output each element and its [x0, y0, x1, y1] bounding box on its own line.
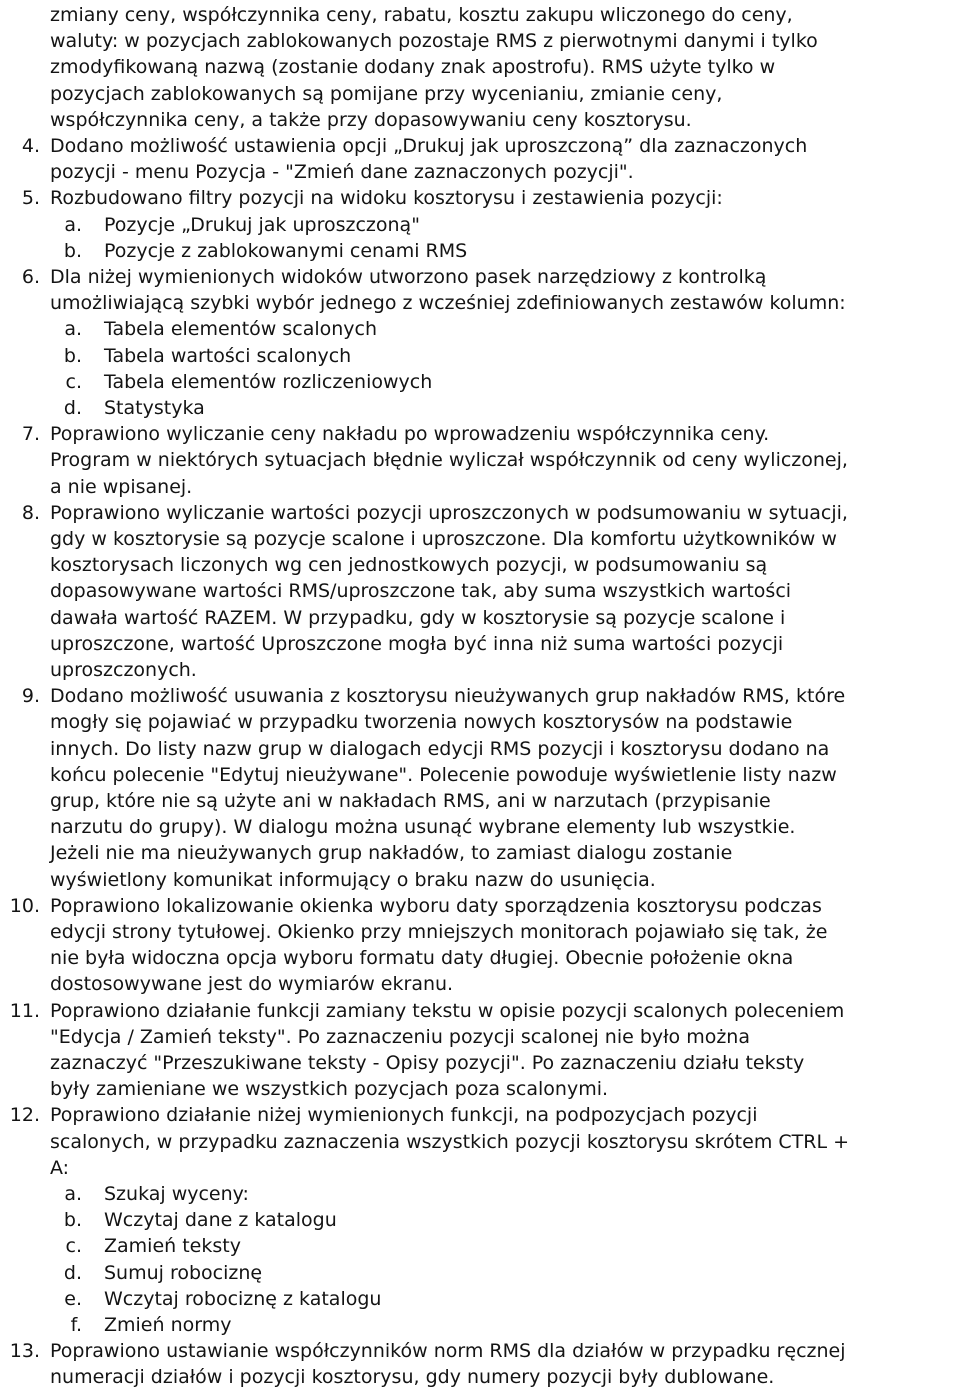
sub-item-text: Tabela wartości scalonych — [104, 344, 352, 367]
list-item-line: gdy w kosztorysie są pozycje scalone i uproszczone. Dla komfortu użytkowników w — [50, 528, 837, 550]
sub-item-text: Sumuj robociznę — [104, 1261, 263, 1284]
sub-item-text: Tabela elementów scalonych — [104, 318, 378, 341]
list-item-line: zaznaczyć "Przeszukiwane teksty - Opisy pozycji". Po zaznaczeniu działu teksty — [50, 1052, 805, 1074]
intro-line: zmiany ceny, współczynnika ceny, rabatu, kosztu zakupu wliczonego do ceny, — [50, 4, 793, 26]
list-item-line: Poprawiono działanie funkcji zamiany tekstu w opisie pozycji scalonych poleceniem — [50, 999, 845, 1022]
list-item-number: 9. — [21, 685, 40, 708]
list-item-line: narzutu do grupy). W dialogu można usunąć wybrane elementy lub wszystkie. — [50, 816, 796, 839]
list-item-number: 5. — [21, 187, 40, 210]
list-item-number: 6. — [21, 266, 40, 288]
list-item-line: dawała wartość RAZEM. W przypadku, gdy w kosztorysie są pozycje scalone i — [50, 606, 786, 629]
intro-line: współczynnika ceny, a także przy dopasowywaniu ceny kosztorysu. — [50, 108, 692, 131]
list-item-line: Poprawiono ustawianie współczynników norm RMS dla działów w przypadku ręcznej — [50, 1340, 846, 1363]
list-item-line: Dla niżej wymienionych widoków utworzono pasek narzędziowy z kontrolką — [50, 266, 767, 288]
list-item-line: uproszczone, wartość Uproszczone mogła być inna niż suma wartości pozycji — [50, 632, 784, 655]
list-item-number: 8. — [21, 501, 40, 524]
list-item-line: dopasowywane wartości RMS/uproszczone tak, aby suma wszystkich wartości — [50, 580, 792, 603]
sub-item-number: e. — [64, 1287, 82, 1310]
list-item-line: Jeżeli nie ma nieużywanych grup nakładów, to zamiast dialogu zostanie — [50, 842, 733, 865]
sub-item-number: c. — [65, 370, 82, 393]
list-item-line: końcu polecenie "Edytuj nieużywane". Polecenie powoduje wyświetlenie listy nazw — [50, 763, 837, 786]
list-item-line: pozycji - menu Pozycja - "Zmień dane zaznaczonych pozycji". — [50, 161, 634, 184]
intro-line: pozycjach zablokowanych są pomijane przy wycenianiu, zmianie ceny, — [50, 82, 723, 105]
list-item-line: edycji strony tytułowej. Okienko przy mniejszych monitorach pojawiało się tak, że — [50, 921, 828, 943]
list-item-line: scalonych, w przypadku zaznaczenia wszystkich pozycji kosztorysu skrótem CTRL + — [50, 1130, 849, 1153]
list-item-line: Poprawiono działanie niżej wymienionych funkcji, na podpozycjach pozycji — [50, 1104, 758, 1127]
list-item-line: były zamieniane we wszystkich pozycjach poza scalonymi. — [50, 1078, 609, 1101]
list-item-number: 7. — [21, 423, 40, 446]
list-item-line: grup, które nie są użyte ani w nakładach RMS, ani w narzutach (przypisanie — [50, 790, 771, 812]
list-item-line: mogły się pojawiać w przypadku tworzenia nowych kosztorysów na podstawie — [50, 711, 793, 734]
list-item-line: numeracji działów i pozycji kosztorysu, gdy numery pozycji były dublowane. — [50, 1366, 775, 1389]
list-item-line: Poprawiono lokalizowanie okienka wyboru daty sporządzenia kosztorysu podczas — [50, 894, 822, 917]
intro-line: zmodyfikowaną nazwą (zostanie dodany znak apostrofu). RMS użyte tylko w — [50, 56, 776, 79]
list-item-line: dostosowywane jest do wymiarów ekranu. — [50, 973, 454, 996]
sub-item-number: c. — [65, 1235, 82, 1258]
list-item-line: Program w niektórych sytuacjach błędnie wyliczał współczynnik od ceny wyliczonej, — [50, 449, 848, 472]
sub-item-number: d. — [63, 1261, 82, 1284]
sub-item-number: a. — [64, 213, 82, 236]
list-item-line: "Edycja / Zamień teksty". Po zaznaczeniu pozycji scalonej nie było można — [50, 1025, 750, 1048]
list-item-line: kosztorysach liczonych wg cen jednostkowych pozycji, w podsumowaniu są — [50, 554, 768, 577]
sub-item-text: Zamień teksty — [104, 1235, 241, 1258]
sub-item-text: Pozycje „Drukuj jak uproszczoną" — [104, 213, 420, 236]
list-item-line: uproszczonych. — [50, 659, 197, 681]
list-item-line: Poprawiono wyliczanie wartości pozycji uproszczonych w podsumowaniu w sytuacji, — [50, 501, 848, 524]
list-item-line: Dodano możliwość ustawienia opcji „Drukuj jak uproszczoną” dla zaznaczonych — [50, 135, 808, 157]
list-item-line: Dodano możliwość usuwania z kosztorysu nieużywanych grup nakładów RMS, które — [50, 685, 846, 708]
sub-item-number: d. — [63, 397, 82, 419]
list-item-line: Poprawiono wyliczanie ceny nakładu po wprowadzeniu współczynnika ceny. — [50, 423, 770, 446]
list-item-line: wyświetlony komunikat informujący o braku nazw do usunięcia. — [50, 868, 656, 891]
sub-item-number: a. — [64, 1183, 82, 1205]
sub-item-number: b. — [63, 344, 82, 367]
sub-item-text: Szukaj wyceny: — [104, 1183, 249, 1205]
sub-item-text: Wczytaj dane z katalogu — [104, 1209, 337, 1232]
sub-item-text: Statystyka — [104, 397, 205, 419]
sub-item-number: a. — [64, 318, 82, 341]
sub-item-text: Pozycje z zablokowanymi cenami RMS — [104, 239, 468, 262]
list-item-line: Rozbudowano filtry pozycji na widoku kosztorysu i zestawienia pozycji: — [50, 187, 723, 210]
sub-item-text: Zmień normy — [104, 1314, 232, 1336]
list-item-number: 10. — [9, 894, 40, 917]
list-item-number: 4. — [21, 135, 40, 157]
list-item-number: 13. — [9, 1340, 40, 1363]
list-item-line: innych. Do listy nazw grup w dialogach edycji RMS pozycji i kosztorysu dodano na — [50, 737, 830, 760]
list-item-line: nie była widoczna opcja wyboru formatu daty długiej. Obecnie położenie okna — [50, 947, 794, 970]
list-item-number: 12. — [9, 1104, 40, 1127]
sub-item-text: Wczytaj robociznę z katalogu — [104, 1287, 382, 1310]
sub-item-number: b. — [63, 1209, 82, 1232]
list-item-line: A: — [50, 1156, 70, 1179]
sub-item-number: b. — [63, 239, 82, 262]
list-item-line: umożliwiającą szybki wybór jednego z wcześniej zdefiniowanych zestawów kolumn: — [50, 292, 846, 315]
list-item-number: 11. — [9, 999, 40, 1022]
intro-line: waluty: w pozycjach zablokowanych pozostaje RMS z pierwotnymi danymi i tylko — [50, 30, 818, 53]
sub-item-number: f. — [70, 1314, 82, 1336]
sub-item-text: Tabela elementów rozliczeniowych — [104, 370, 433, 393]
list-item-line: a nie wpisanej. — [50, 475, 193, 498]
